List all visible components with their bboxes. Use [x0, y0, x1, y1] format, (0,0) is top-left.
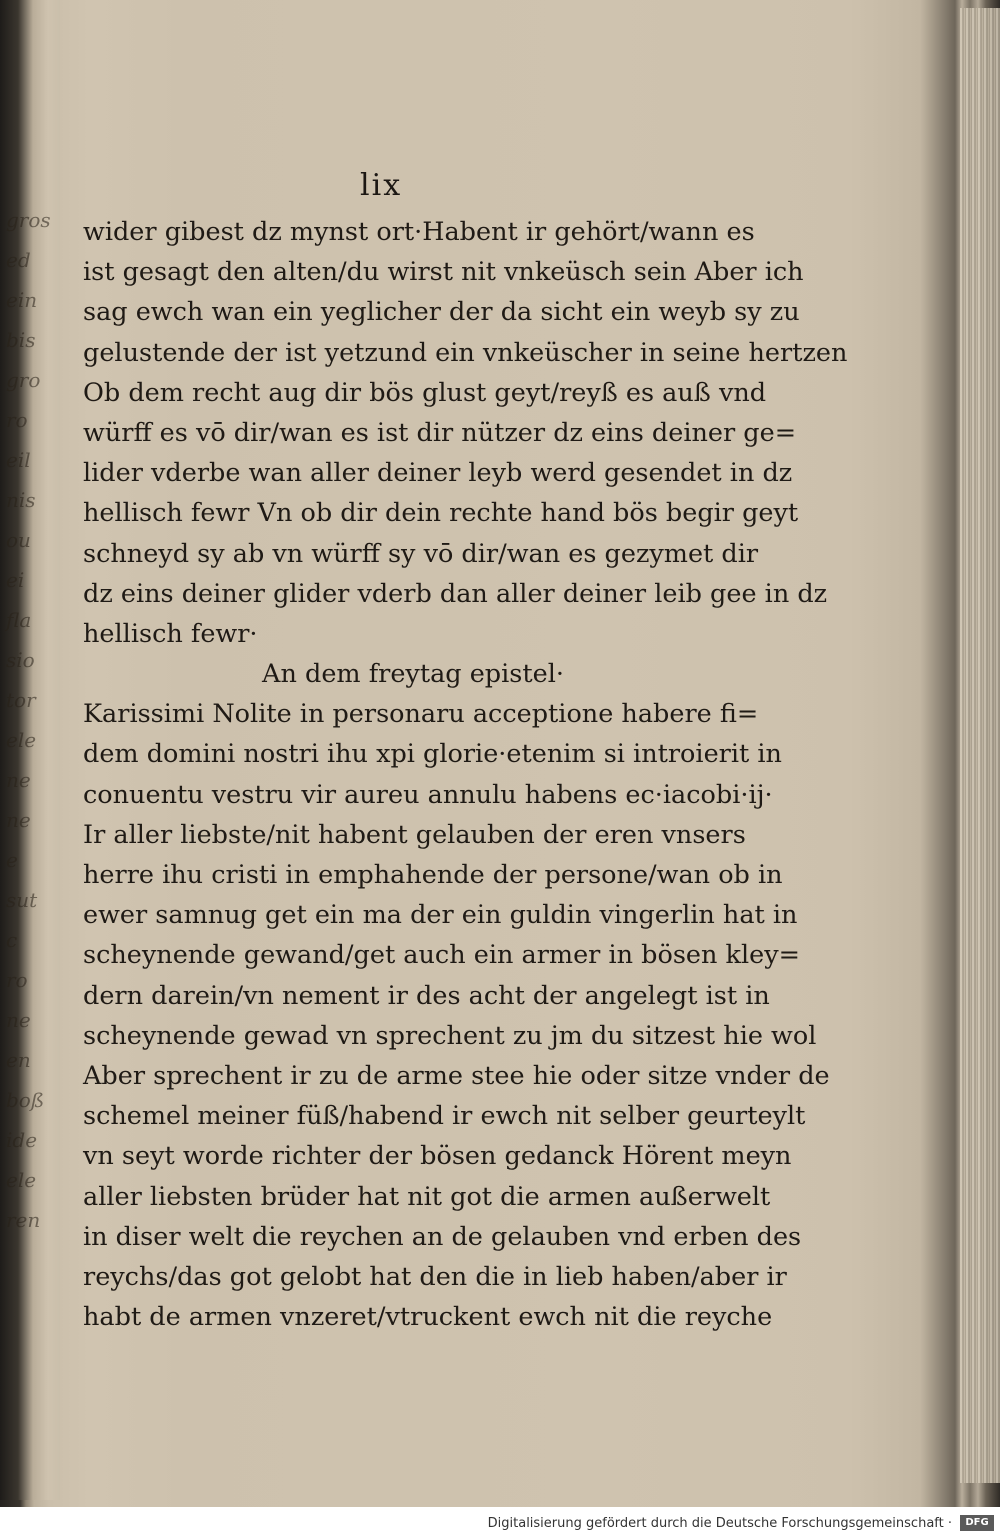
text-line: schemel meiner füß/habend ir ewch nit selber geurteylt [83, 1101, 806, 1132]
bleed-fragment: ei [6, 568, 25, 592]
bleed-fragment: ele [6, 728, 37, 752]
bleed-fragment: c [6, 928, 18, 952]
text-line: würff es vō dir/wan es ist dir nützer dz eins deiner ge= [83, 417, 797, 448]
text-line: vn seyt worde richter der bösen gedanck Hörent meyn [83, 1141, 792, 1172]
footer-bar [0, 1507, 1000, 1537]
funding-credit: Digitalisierung gefördert durch die Deutsche Forschungsgemeinschaft · [487, 1516, 952, 1531]
text-line: in diser welt die reychen an de gelauben vnd erben des [83, 1221, 802, 1252]
bleed-fragment: gro [6, 368, 41, 392]
text-line: conuentu vestru vir aureu annulu habens ec·iacobi·ij· [83, 779, 773, 810]
bleed-fragment: nis [6, 488, 36, 512]
text-line: gelustende der ist yetzund ein vnkeüscher in seine hertzen [83, 337, 848, 368]
bleed-fragment: ou [6, 528, 31, 552]
bleed-fragment: ed [6, 248, 31, 272]
text-line: hellisch fewr Vn ob dir dein rechte hand bös begir geyt [83, 498, 799, 529]
bleed-fragment: ein [6, 288, 38, 312]
bleed-fragment: ro [6, 408, 28, 432]
facing-page-bleed-text [6, 200, 54, 1300]
text-line: reychs/das got gelobt hat den die in lieb haben/aber ir [83, 1261, 787, 1292]
bleed-fragment: bis [6, 328, 36, 352]
bleed-fragment: ne [6, 1008, 31, 1032]
text-line: sag ewch wan ein yeglicher der da sicht ein weyb sy zu [83, 297, 800, 328]
text-line: Aber sprechent ir zu de arme stee hie oder sitze vnder de [83, 1060, 830, 1091]
text-line: scheynende gewad vn sprechent zu jm du sitzest hie wol [83, 1020, 817, 1051]
bleed-fragment: fla [6, 608, 32, 632]
folio-number: lix [360, 168, 403, 203]
text-line: schneyd sy ab vn würff sy vō dir/wan es gezymet dir [83, 538, 759, 569]
page-stack-edge [960, 8, 1000, 1483]
bleed-fragment: ne [6, 808, 31, 832]
bleed-fragment: tor [6, 688, 36, 712]
text-line: Ir aller liebste/nit habent gelauben der eren vnsers [83, 819, 746, 850]
text-line: habt de armen vnzeret/vtruckent ewch nit die reyche [83, 1302, 773, 1333]
text-line: lider vderbe wan aller deiner leyb werd gesendet in dz [83, 458, 793, 489]
text-line: scheynende gewand/get auch ein armer in bösen kley= [83, 940, 801, 971]
bleed-fragment: sut [6, 888, 38, 912]
text-line: hellisch fewr· [83, 618, 258, 649]
text-line: aller liebsten brüder hat nit got die armen außerwelt [83, 1181, 771, 1212]
text-line: Ob dem recht aug dir bös glust geyt/reyß es auß vnd [83, 377, 767, 408]
text-line: ewer samnug get ein ma der ein guldin vingerlin hat in [83, 900, 798, 931]
text-line: dem domini nostri ihu xpi glorie·etenim si introierit in [83, 739, 782, 770]
bleed-fragment: sio [6, 648, 35, 672]
text-line: ist gesagt den alten/du wirst nit vnkeüsch sein Aber ich [83, 257, 804, 288]
text-line: wider gibest dz mynst ort·Habent ir gehört/wann es [83, 217, 755, 247]
bleed-fragment: e [6, 848, 18, 872]
text-line: dz eins deiner glider vderb dan aller deiner leib gee in dz [83, 578, 828, 609]
bleed-fragment: en [6, 1048, 31, 1072]
dfg-logo: DFG [960, 1515, 994, 1531]
bleed-fragment: ro [6, 968, 28, 992]
bleed-fragment: ren [6, 1208, 41, 1232]
text-block [83, 212, 848, 1337]
text-line: dern darein/vn nement ir des acht der angelegt ist in [83, 980, 770, 1011]
bleed-fragment: ne [6, 768, 31, 792]
bleed-fragment: ide [6, 1128, 38, 1152]
section-heading: An dem freytag epistel· [262, 659, 564, 690]
bleed-fragment: eil [6, 448, 31, 472]
bleed-fragment: ele [6, 1168, 37, 1192]
bleed-fragment: gros [6, 208, 51, 232]
text-line: Karissimi Nolite in personaru acceptione habere fi= [83, 699, 759, 730]
bleed-fragment: boß [6, 1088, 45, 1112]
text-line: herre ihu cristi in emphahende der persone/wan ob in [83, 860, 783, 890]
